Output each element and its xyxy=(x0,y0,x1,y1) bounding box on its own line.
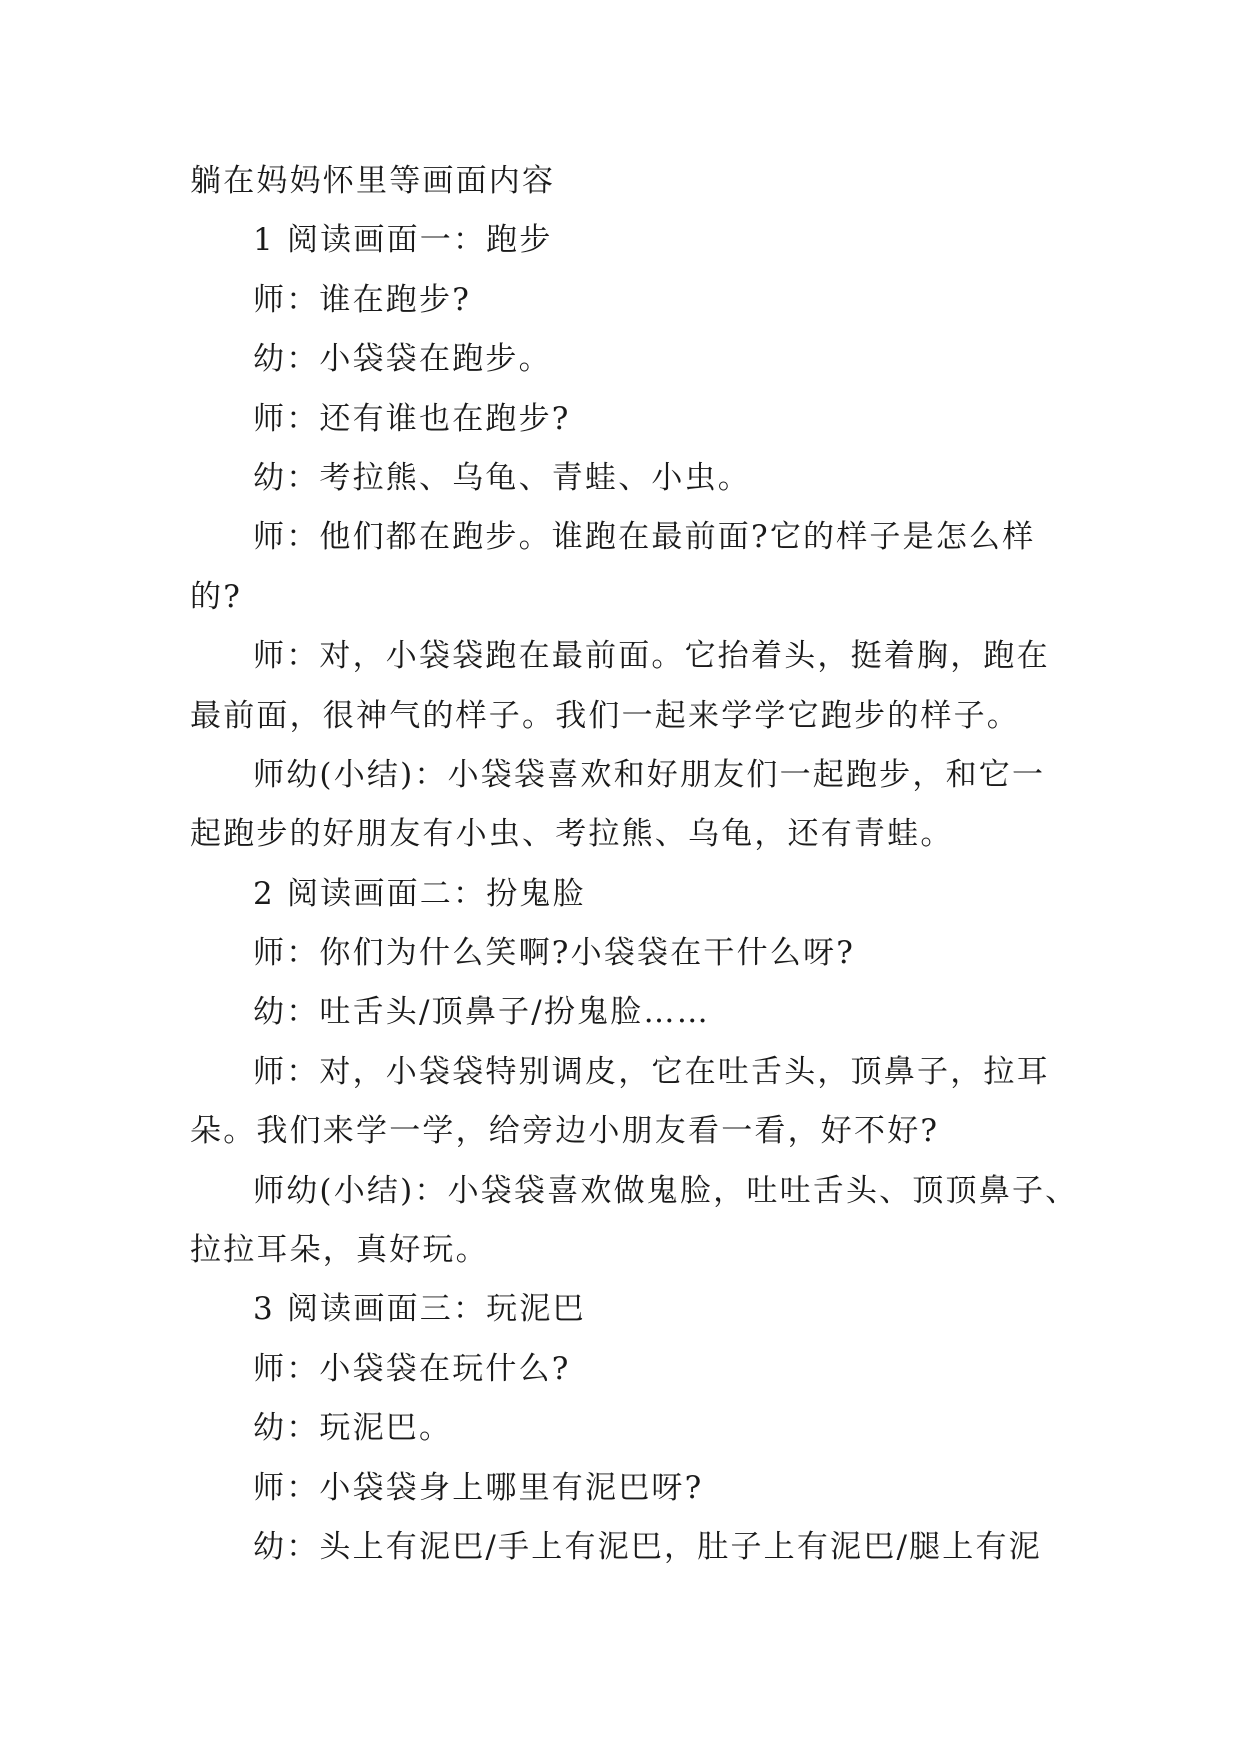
dialogue-line: 师：小袋袋身上哪里有泥巴呀? xyxy=(253,1469,704,1506)
dialogue-line-continued: 最前面，很神气的样子。我们一起来学学它跑步的样子。 xyxy=(190,697,1020,734)
dialogue-line-continued: 朵。我们来学一学，给旁边小朋友看一看，好不好? xyxy=(190,1113,940,1150)
section-heading: 2 阅读画面二：扮鬼脸 xyxy=(253,875,586,912)
dialogue-line: 幼：头上有泥巴/手上有泥巴，肚子上有泥巴/腿上有泥 xyxy=(253,1528,1042,1565)
summary-line-continued: 起跑步的好朋友有小虫、考拉熊、乌龟，还有青蛙。 xyxy=(190,816,954,853)
dialogue-line-continued: 的? xyxy=(190,578,243,615)
summary-line: 师幼(小结)：小袋袋喜欢做鬼脸，吐吐舌头、顶顶鼻子、 xyxy=(253,1172,1079,1209)
document-page xyxy=(190,152,1079,1577)
dialogue-line: 幼：考拉熊、乌龟、青蛙、小虫。 xyxy=(253,459,751,496)
section-heading: 1 阅读画面一：跑步 xyxy=(253,222,553,259)
dialogue-line: 师：你们为什么笑啊?小袋袋在干什么呀? xyxy=(253,935,856,972)
dialogue-line: 师：谁在跑步? xyxy=(253,281,472,318)
summary-line: 师幼(小结)：小袋袋喜欢和好朋友们一起跑步，和它一 xyxy=(253,756,1046,793)
summary-line-continued: 拉拉耳朵，真好玩。 xyxy=(190,1232,489,1269)
dialogue-line: 幼：吐舌头/顶鼻子/扮鬼脸…… xyxy=(253,994,710,1031)
text-line: 躺在妈妈怀里等画面内容 xyxy=(190,163,556,199)
dialogue-line: 师：对，小袋袋跑在最前面。它抬着头，挺着胸，跑在 xyxy=(253,638,1050,675)
section-heading: 3 阅读画面三：玩泥巴 xyxy=(253,1291,586,1328)
dialogue-line: 师：还有谁也在跑步? xyxy=(253,400,571,437)
dialogue-line: 师：对，小袋袋特别调皮，它在吐舌头，顶鼻子，拉耳 xyxy=(253,1053,1050,1090)
dialogue-line: 幼：玩泥巴。 xyxy=(253,1410,453,1447)
dialogue-line: 师：小袋袋在玩什么? xyxy=(253,1350,571,1387)
dialogue-line: 师：他们都在跑步。谁跑在最前面?它的样子是怎么样 xyxy=(253,519,1036,556)
dialogue-line: 幼：小袋袋在跑步。 xyxy=(253,341,552,378)
